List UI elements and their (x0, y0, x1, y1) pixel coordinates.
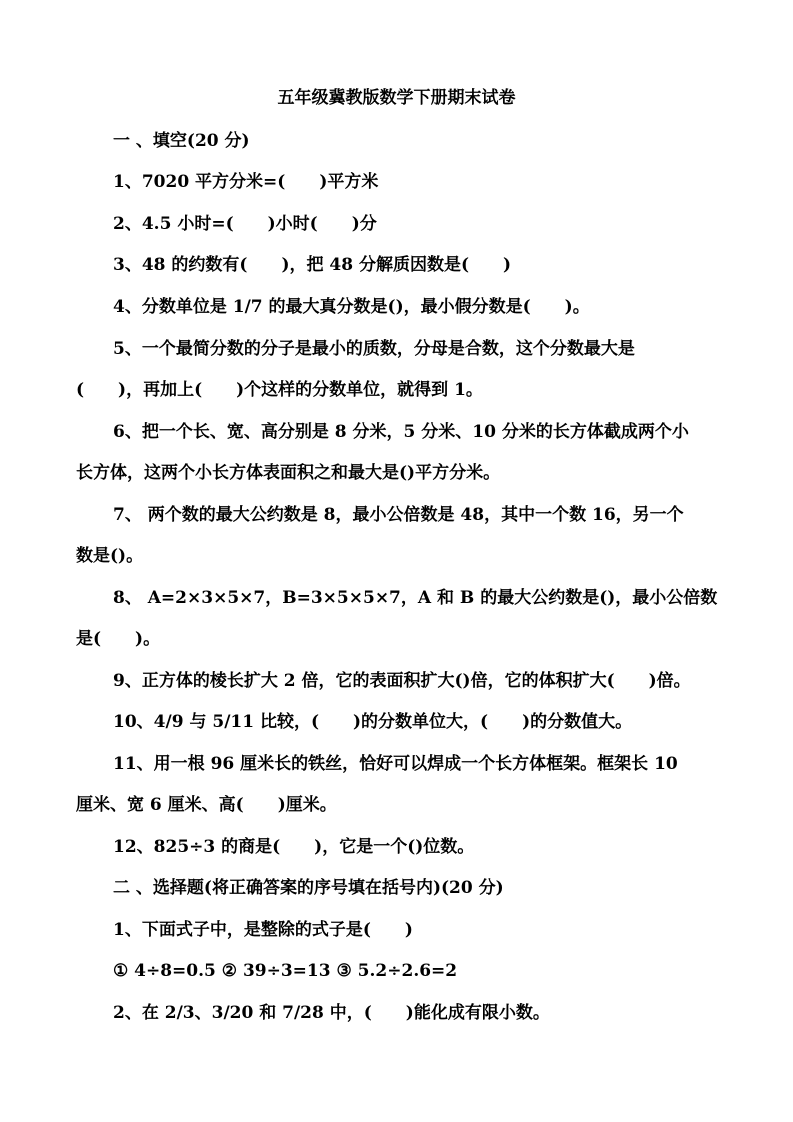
question-1-1: 1、7020 平方分米=( )平方米 (113, 172, 379, 192)
question-1-4: 4、分数单位是 1/7 的最大真分数是()，最小假分数是( )。 (113, 297, 590, 317)
question-1-5-line2: ( )，再加上( )个这样的分数单位，就得到 1。 (76, 380, 483, 400)
question-1-2: 2、4.5 小时=( )小时( )分 (113, 214, 377, 234)
question-2-2: 2、在 2/3、3/20 和 7/28 中，( )能化成有限小数。 (113, 1003, 550, 1023)
question-1-11-line1: 11、用一根 96 厘米长的铁丝，恰好可以焊成一个长方体框架。框架长 10 (113, 754, 678, 774)
question-2-1: 1、下面式子中，是整除的式子是( ) (113, 920, 413, 940)
question-1-8-line2: 是( )。 (76, 629, 161, 649)
question-1-5-line1: 5、一个最简分数的分子是最小的质数，分母是合数，这个分数最大是 (113, 339, 635, 359)
question-1-7-line2: 数是()。 (76, 546, 144, 566)
question-1-6-line1: 6、把一个长、宽、高分别是 8 分米，5 分米、10 分米的长方体截成两个小 (113, 422, 689, 442)
question-1-9: 9、正方体的棱长扩大 2 倍，它的表面积扩大()倍，它的体积扩大( )倍。 (113, 671, 691, 691)
question-1-10: 10、4/9 与 5/11 比较，( )的分数单位大，( )的分数值大。 (113, 712, 633, 732)
question-1-11-line2: 厘米、宽 6 厘米、高( )厘米。 (76, 795, 337, 815)
question-1-12: 12、825÷3 的商是( )，它是一个()位数。 (113, 837, 475, 857)
question-1-8-line1: 8、 A=2×3×5×7，B=3×5×5×7，A 和 B 的最大公约数是()，最小公倍数 (113, 588, 718, 608)
question-1-7-line1: 7、 两个数的最大公约数是 8，最小公倍数是 48，其中一个数 16，另一个 (113, 505, 684, 525)
section-1-heading: 一 、填空(20 分) (113, 131, 250, 151)
section-2-heading: 二 、选择题(将正确答案的序号填在括号内)(20 分) (113, 878, 504, 898)
question-1-6-line2: 长方体，这两个小长方体表面积之和最大是()平方分米。 (76, 463, 501, 483)
exam-title: 五年级冀教版数学下册期末试卷 (277, 88, 516, 108)
question-2-1-options: ① 4÷8=0.5 ② 39÷3=13 ③ 5.2÷2.6=2 (113, 961, 458, 981)
question-1-3: 3、48 的约数有( )，把 48 分解质因数是( ) (113, 255, 512, 275)
